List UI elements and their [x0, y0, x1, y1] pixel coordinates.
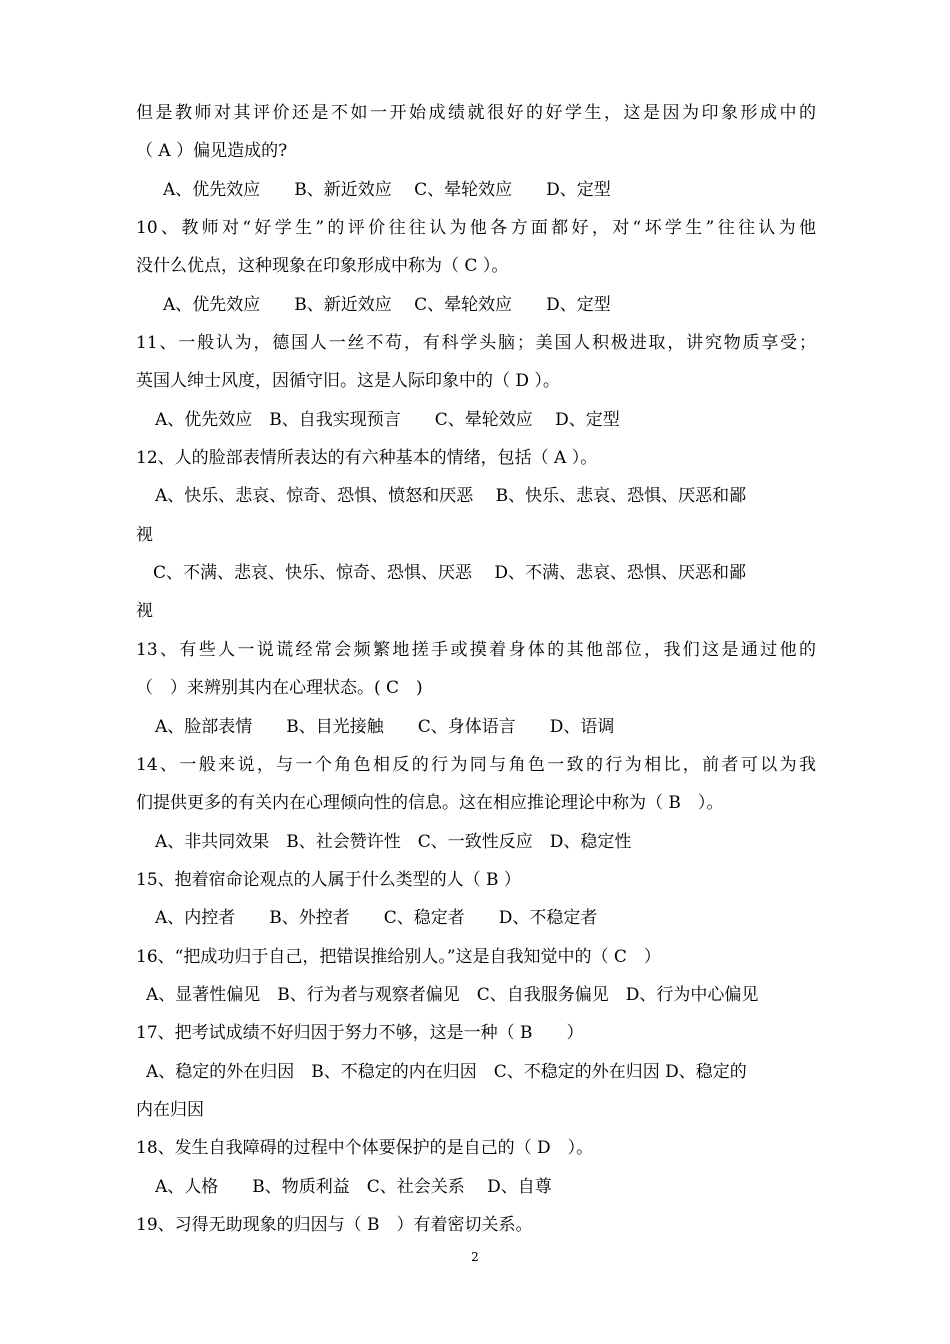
question-line: 11、一般认为，德国人一丝不苟，有科学头脑；美国人积极进取，讲究物质享受； — [136, 333, 816, 353]
question-line: 15、抱着宿命论观点的人属于什么类型的人（ B ） — [136, 870, 521, 890]
text-line: （ A ）偏见造成的? — [136, 141, 288, 161]
text-line: 们提供更多的有关内在心理倾向性的信息。这在相应推论理论中称为（ B ）。 — [136, 793, 724, 813]
text-line: 内在归因 — [136, 1100, 204, 1120]
text-line: （ ）来辨别其内在心理状态。( C ) — [136, 678, 423, 698]
option-line: A、优先效应 B、自我实现预言 C、晕轮效应 D、定型 — [155, 410, 620, 430]
option-line: A、快乐、悲哀、惊奇、恐惧、愤怒和厌恶 B、快乐、悲哀、恐惧、厌恶和鄙 — [155, 486, 747, 506]
option-line: A、非共同效果 B、社会赞许性 C、一致性反应 D、稳定性 — [155, 832, 632, 852]
option-line: C、不满、悲哀、快乐、惊奇、恐惧、厌恶 D、不满、悲哀、恐惧、厌恶和鄙 — [153, 563, 747, 583]
option-line: A、人格 B、物质利益 C、社会关系 D、自尊 — [155, 1177, 552, 1197]
text-line: 但是教师对其评价还是不如一开始成绩就很好的好学生，这是因为印象形成中的 — [136, 103, 816, 123]
page-number: 2 — [471, 1250, 479, 1264]
text-line: 视 — [136, 525, 153, 545]
option-line: A、优先效应 B、新近效应 C、晕轮效应 D、定型 — [163, 295, 611, 315]
option-line: A、显著性偏见 B、行为者与观察者偏见 C、自我服务偏见 D、行为中心偏见 — [146, 985, 759, 1005]
text-line: 没什么优点，这种现象在印象形成中称为（ C ）。 — [136, 256, 509, 276]
option-line: A、稳定的外在归因 B、不稳定的内在归因 C、不稳定的外在归因 D、稳定的 — [146, 1062, 747, 1082]
question-line: 19、习得无助现象的归因与（ B ）有着密切关系。 — [136, 1215, 533, 1235]
text-line: 视 — [136, 601, 153, 621]
question-line: 13、有些人一说谎经常会频繁地搓手或摸着身体的其他部位，我们这是通过他的 — [136, 640, 816, 660]
option-line: A、优先效应 B、新近效应 C、晕轮效应 D、定型 — [163, 180, 611, 200]
option-line: A、脸部表情 B、目光接触 C、身体语言 D、语调 — [155, 717, 615, 737]
question-line: 18、发生自我障碍的过程中个体要保护的是自己的（ D ）。 — [136, 1138, 594, 1158]
option-line: A、内控者 B、外控者 C、稳定者 D、不稳定者 — [155, 908, 598, 928]
text-line: 英国人绅士风度，因循守旧。这是人际印象中的（ D ）。 — [136, 371, 560, 391]
question-line: 14、一般来说，与一个角色相反的行为同与角色一致的行为相比，前者可以为我 — [136, 755, 816, 775]
question-line: 17、把考试成绩不好归因于努力不够，这是一种（ B ） — [136, 1023, 584, 1043]
question-line: 12、人的脸部表情所表达的有六种基本的情绪，包括（ A ）。 — [136, 448, 598, 468]
question-line: 16、“把成功归于自己，把错误推给别人。”这是自我知觉中的（ C ） — [136, 947, 661, 967]
question-line: 10、教师对“好学生”的评价往往认为他各方面都好，对“坏学生”往往认为他 — [136, 218, 816, 238]
